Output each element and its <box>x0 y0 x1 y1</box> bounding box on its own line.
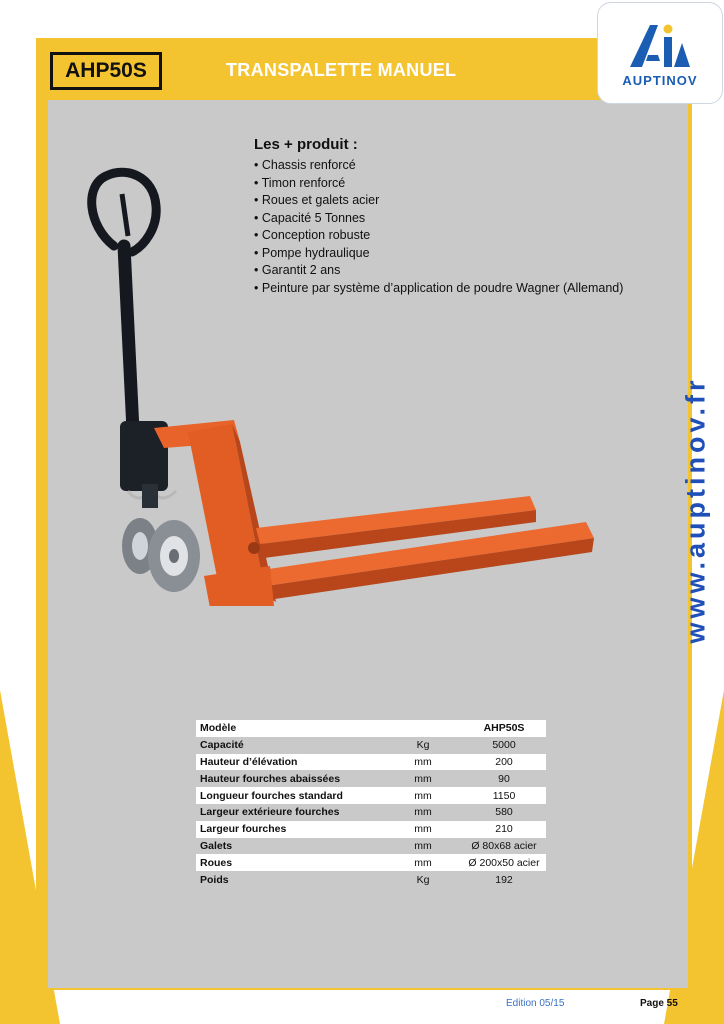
feature-item: • Peinture par système d’application de poudre Wagner (Allemand) <box>254 280 623 298</box>
table-cell: mm <box>384 754 462 771</box>
table-cell: Hauteur fourches abaissées <box>196 770 384 787</box>
table-cell: Kg <box>384 871 462 888</box>
table-cell: AHP50S <box>462 720 546 737</box>
table-cell: 5000 <box>462 737 546 754</box>
table-cell: 580 <box>462 804 546 821</box>
table-cell: Largeur fourches <box>196 821 384 838</box>
feature-item: • Timon renforcé <box>254 175 623 193</box>
table-header-row <box>196 720 546 737</box>
feature-item: • Pompe hydraulique <box>254 245 623 263</box>
product-code: AHP50S <box>50 52 162 90</box>
table-cell: mm <box>384 804 462 821</box>
table-cell: mm <box>384 787 462 804</box>
table-cell: Galets <box>196 838 384 855</box>
table-cell: Kg <box>384 737 462 754</box>
table-cell: 90 <box>462 770 546 787</box>
auptinov-logo-icon <box>624 19 696 69</box>
feature-item: • Chassis renforcé <box>254 157 623 175</box>
table-cell: Hauteur d’élévation <box>196 754 384 771</box>
page-number: Page 55 <box>640 998 678 1009</box>
table-row <box>196 737 546 754</box>
table-cell: Poids <box>196 871 384 888</box>
edition-label: Edition 05/15 <box>506 998 565 1009</box>
table-cell: Largeur extérieure fourches <box>196 804 384 821</box>
table-row <box>196 838 546 855</box>
table-cell: 192 <box>462 871 546 888</box>
table-cell: Longueur fourches standard <box>196 787 384 804</box>
table-row <box>196 871 546 888</box>
table-row <box>196 770 546 787</box>
specs-table <box>196 720 546 888</box>
pallet-truck-image <box>84 166 604 606</box>
feature-item: • Capacité 5 Tonnes <box>254 210 623 228</box>
table-cell: 1150 <box>462 787 546 804</box>
company-logo[interactable] <box>597 2 723 104</box>
table-cell <box>384 720 462 737</box>
table-cell: Roues <box>196 854 384 871</box>
table-row <box>196 754 546 771</box>
feature-item: • Garantit 2 ans <box>254 262 623 280</box>
table-cell: Capacité <box>196 737 384 754</box>
table-row <box>196 821 546 838</box>
website-url-text[interactable]: www.auptinov.fr <box>680 376 711 644</box>
table-cell: Ø 200x50 acier <box>462 854 546 871</box>
table-cell: Ø 80x68 acier <box>462 838 546 855</box>
logo-text: AUPTINOV <box>622 73 698 88</box>
table-row <box>196 804 546 821</box>
table-cell: 200 <box>462 754 546 771</box>
website-url[interactable] <box>676 330 716 690</box>
table-cell: mm <box>384 770 462 787</box>
table-row <box>196 854 546 871</box>
table-row <box>196 787 546 804</box>
features-heading: Les + produit : <box>254 136 358 153</box>
table-cell: mm <box>384 854 462 871</box>
feature-item: • Roues et galets acier <box>254 192 623 210</box>
table-cell: Modèle <box>196 720 384 737</box>
table-cell: mm <box>384 838 462 855</box>
page-title: TRANSPALETTE MANUEL <box>226 60 457 80</box>
table-cell: 210 <box>462 821 546 838</box>
feature-item: • Conception robuste <box>254 227 623 245</box>
table-cell: mm <box>384 821 462 838</box>
